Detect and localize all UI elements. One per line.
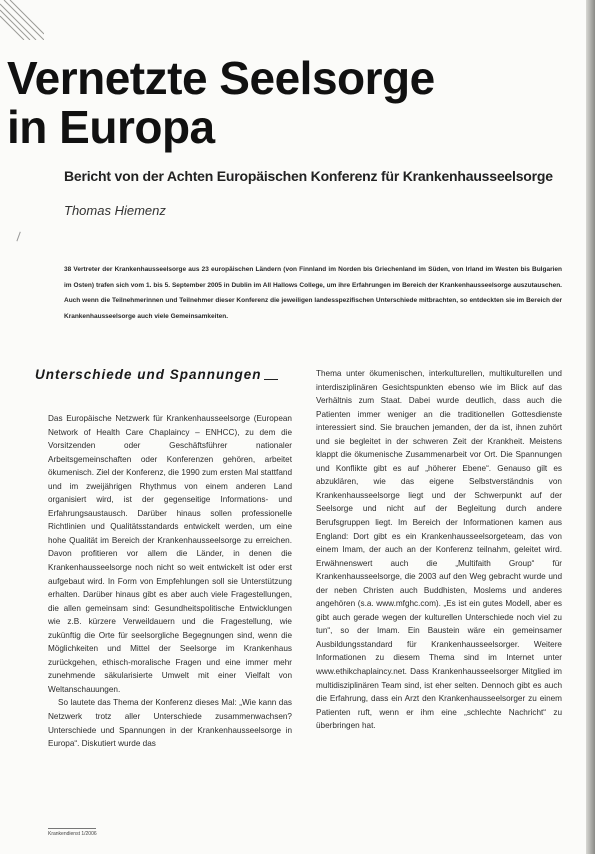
- article-lead: 38 Vertreter der Krankenhausseelsorge aus 23 europäischen Ländern (von Finnland im Norden bis Griechenland im Süden, von Irland im Westen bis Bulgarien im Osten) trafen sich vom 1. bis 5. September 2005 in Dublin im All Hallows College, um ihre Erfahrungen im Bereich der Krankenhausseelsorge auszutauschen. Auch wenn die Teilnehmerinnen und Teilnehmer dieser Konferenz die jeweiligen landesspezifischen Unterschiede mitbrachten, so entdeckten sie im Bereich der Krankenhausseelsorge auch viele Gemeinsamkeiten.: [64, 266, 562, 320]
- title-line-2: in Europa: [7, 101, 215, 153]
- page-binding-edge: [586, 0, 595, 854]
- left-column-paragraph-1: Das Europäische Netzwerk für Krankenhausseelsorge (European Network of Health Care Chaplaincy – ENHCC), zu dem die Vorsitzenden oder Geschäftsführer nationaler Arbeitsgemeinschaften oder Konferenzen gehören, arbeitet ökumenisch. Ziel der Konferenz, die 1990 zum ersten Mal stattfand und im zweijährigen Rhythmus von einem anderen Land organisiert wird, ist der gegenseitige Informations- und Erfahrungsaustausch. Darüber hinaus sollen professionelle Richtlinien und Qualitätsstandards entwickelt werden, um eine hohe Qualität im Bereich der Krankenhausseelsorge zu erreichen. Davon profitieren vor allem die Länder, in denen die Krankenhausseelsorge noch nicht so weit entwickelt ist oder erst aufgebaut wird. In Form von Empfehlungen soll sie Unterstützung erhalten. Darüber hinaus gibt es aber auch viele Fragestellungen, die allen gemeinsam sind: Gesundheitspolitische Entwicklungen wie z.B. kürzere Verweildauern und die Fragestellung, wie zukünftig die Orte für seelsorgliche Begegnungen sind, wenn die Möglichkeiten und Mittel der Seelsorge im Krankenhaus zurückgehen, ethisch-moralische Fragen und eine immer mehr zunehmende säkularisierte Umwelt mit einer Vielfalt von Weltanschauungen.: [48, 414, 292, 694]
- article-subtitle: Bericht von der Achten Europäischen Konferenz für Krankenhausseelsorge: [64, 168, 553, 184]
- article-title: [7, 54, 435, 152]
- right-column: [316, 367, 562, 733]
- margin-mark: [16, 232, 23, 243]
- article-author: Thomas Hiemenz: [64, 203, 166, 218]
- right-column-paragraph-1: Thema unter ökumenischen, interkulturellen, multikulturellen und interdisziplinären Gesichtspunkten ebenso wie im Blick auf das Verhältnis zum Staat. Dabei wurde deutlich, dass auch die Patienten immer weniger an die traditionellen Gottesdienste interessiert sind. Sie brauchen jemanden, der da ist, ihnen zuhört und sie begleitet in der schweren Zeit der Krankheit. Meistens klappt die ökumenische Zusammenarbeit vor Ort. Die Spannungen und Konflikte gibt es auf „höherer Ebene“. Genauso gilt es abzuklären, wie das eigene Selbstverständnis von Krankenhausseelsorge liegt und der Schwerpunkt auf der Seelsorge und nicht auf der Begleitung durch andere Berufsgruppen liegt. Im Bereich der Informationen kamen aus England: Dort gibt es ein Krankenhausseelsorgeteam, das von einem Imam, der auch an der Konferenz teilnahm, geleitet wird. Erwähnenswert auch die „Multifaith Group“ für Krankenhausseelsorge, die 2003 auf den Weg gebracht wurde und der neben Christen auch Buddhisten, Moslems und anderes angehören (s.a. www.mfghc.com). „Es ist ein gutes Modell, aber es gibt auch gerade wegen der kulturellen Unterschiede noch viel zu tun“, so der Imam. Ein Baustein wäre ein gemeinsamer Ausbildungsstandard für Krankenhausseelsorger. Weitere Informationen zu diesem Thema sind im Internet unter www.ethikchaplaincy.net. Dass Krankenhausseelsorger Mitglied im multidisziplinären Team sind, ist eher selten. Dennoch gibt es auch die Erfahrung, dass ein Arzt den Krankenhausseelsorger zu einem Patienten ruft, wenn er ihm eine „schlechte Nachricht“ zu überbringen hat.: [316, 369, 562, 731]
- left-column: [48, 412, 292, 751]
- footer-rule: [48, 828, 96, 829]
- title-line-1: Vernetzte Seelsorge: [7, 52, 435, 104]
- page-footer: Krankendienst 1/2006: [48, 831, 97, 837]
- left-column-paragraph-2: So lautete das Thema der Konferenz dieses Mal: „Wie kann das Netzwerk trotz aller Unterschiede zusammenwachsen? Unterschiede und Spannungen in der Krankenhausseelsorge in Europa“. Diskutiert wurde das: [48, 698, 292, 749]
- section-heading: Unterschiede und Spannungen: [35, 367, 262, 382]
- section-heading-rule: [264, 379, 278, 380]
- corner-hatch-mark: [0, 0, 44, 40]
